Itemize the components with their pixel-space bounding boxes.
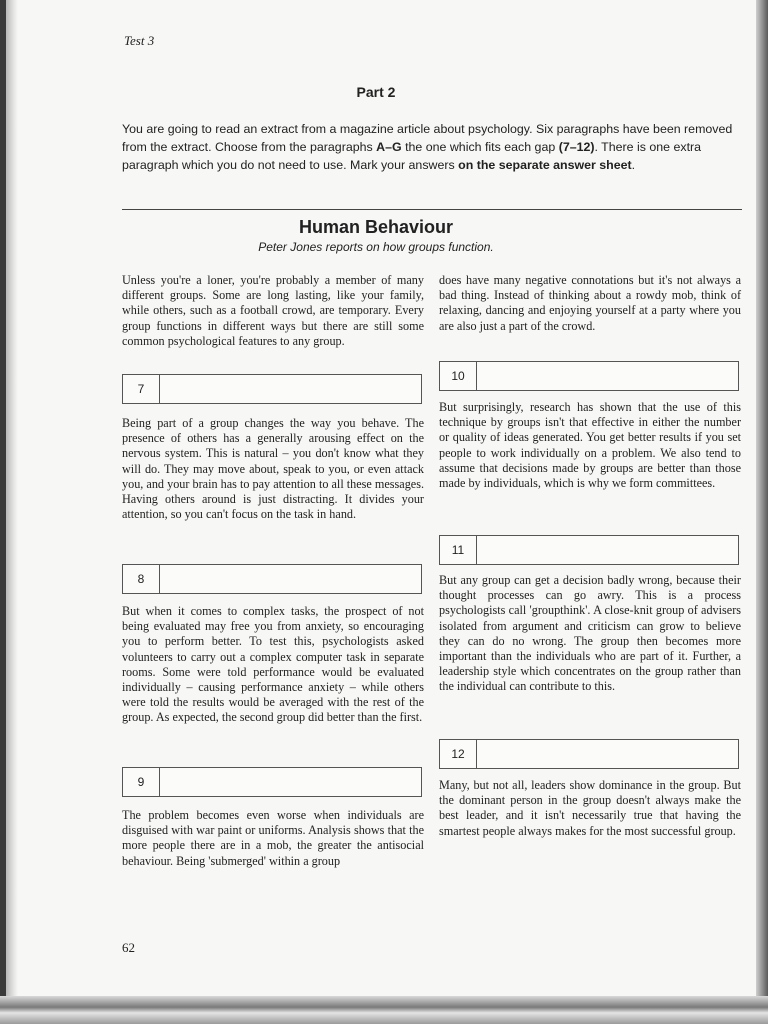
gap-number: 7 [123, 375, 160, 403]
article-title: Human Behaviour [298, 217, 454, 237]
book-spine-shadow [6, 0, 18, 1000]
instructions-range: A–G [376, 140, 402, 154]
paragraph-group-behaviour: Being part of a group changes the way you behave. The presence of others has a generally arousing effect on the nervous system. This is natural – you don't know what they will do. They may move about, speak to you, or even attack you, and your brain has to pay attention to all these messages. Having others around is just distracting. It divides your attention, so you can't focus on the task in hand. [122, 416, 424, 522]
instructions-text-end: . [631, 158, 636, 172]
instructions-gap-range: (7–12) [558, 140, 595, 154]
gap-number: 9 [123, 768, 160, 796]
gap-number: 10 [440, 362, 477, 390]
gap-11-answer-box[interactable] [439, 535, 739, 565]
paragraph-mob: The problem becomes even worse when individuals are disguised with war paint or uniforms. Analysis shows that the more people there are in a mob, the greater the antisocial behaviour. Being 'submerged' within a group [122, 808, 424, 868]
paragraph-brainstorming: But surprisingly, research has shown that the use of this technique by groups isn't that effective in either the number or quality of ideas generated. You get better results if you set people to work individually on a problem. We also tend to assume that decisions made by groups are better than those made by individuals, which is why we form committees. [439, 400, 741, 491]
gap-7-answer-box[interactable] [122, 374, 422, 404]
paragraph-intro: Unless you're a loner, you're probably a member of many different groups. Some are long lasting, like your family, while others, such as a football crowd, are temporary. Every group functions in different ways but there are still some common psychological features to any group. [122, 273, 424, 348]
instructions-text-3: . There is one extra paragraph which you do not need to use. Mark your answers [122, 140, 702, 172]
gap-answer-field[interactable] [477, 536, 738, 564]
test-label: Test 3 [124, 33, 155, 48]
gap-8-answer-box[interactable] [122, 564, 422, 594]
gap-10-answer-box[interactable] [439, 361, 739, 391]
gap-number: 11 [440, 536, 477, 564]
paragraph-crowd: does have many negative connotations but it's not always a bad thing. Instead of thinking about a rowdy mob, think of relaxing, dancing and enjoying yourself at a party where you are also just a part of the crowd. [439, 273, 741, 333]
gap-answer-field[interactable] [477, 362, 738, 390]
article-byline: Peter Jones reports on how groups function. [258, 240, 494, 254]
gap-answer-field[interactable] [160, 768, 421, 796]
gap-12-answer-box[interactable] [439, 739, 739, 769]
paragraph-leaders: Many, but not all, leaders show dominance in the group. But the dominant person in the group doesn't always make the best leader, and it isn't necessarily true that having the smartest people always makes for the most successful group. [439, 778, 741, 838]
page-edge-right [756, 0, 768, 1024]
page-number: 62 [122, 940, 135, 955]
gap-9-answer-box[interactable] [122, 767, 422, 797]
gap-number: 12 [440, 740, 477, 768]
part-title: Part 2 [356, 84, 396, 100]
paragraph-groupthink: But any group can get a decision badly wrong, because their thought processes can go awry. This is a process psychologists call 'groupthink'. A close-knit group of advisers isolated from argument and criticism can grow to believe they can do no wrong. The group then becomes more important than the individuals who are part of it. Further, a leadership style which concentrates on the group rather than the individual can contribute to this. [439, 573, 741, 694]
gap-answer-field[interactable] [160, 565, 421, 593]
gap-answer-field[interactable] [477, 740, 738, 768]
gap-number: 8 [123, 565, 160, 593]
divider-rule [122, 209, 742, 210]
page-edge-bottom [0, 996, 768, 1024]
instructions-text-2: the one which fits each gap [401, 140, 559, 154]
instructions [122, 120, 742, 174]
instructions-text-1: You are going to read an extract from a magazine article about psychology. Six paragraphs have been removed from the extract. Choose from the paragraphs [122, 122, 733, 154]
paragraph-complex-tasks: But when it comes to complex tasks, the prospect of not being evaluated may free you from anxiety, so encouraging you to perform better. To test this, psychologists asked volunteers to carry out a complex computer task in separate rooms. Some were told performance would be evaluated individually – causing performance anxiety – while others were told the results would be averaged with the rest of the group. As expected, the second group did better than the first. [122, 604, 424, 725]
gap-answer-field[interactable] [160, 375, 421, 403]
instructions-answer-sheet: on the separate answer sheet [458, 158, 632, 172]
